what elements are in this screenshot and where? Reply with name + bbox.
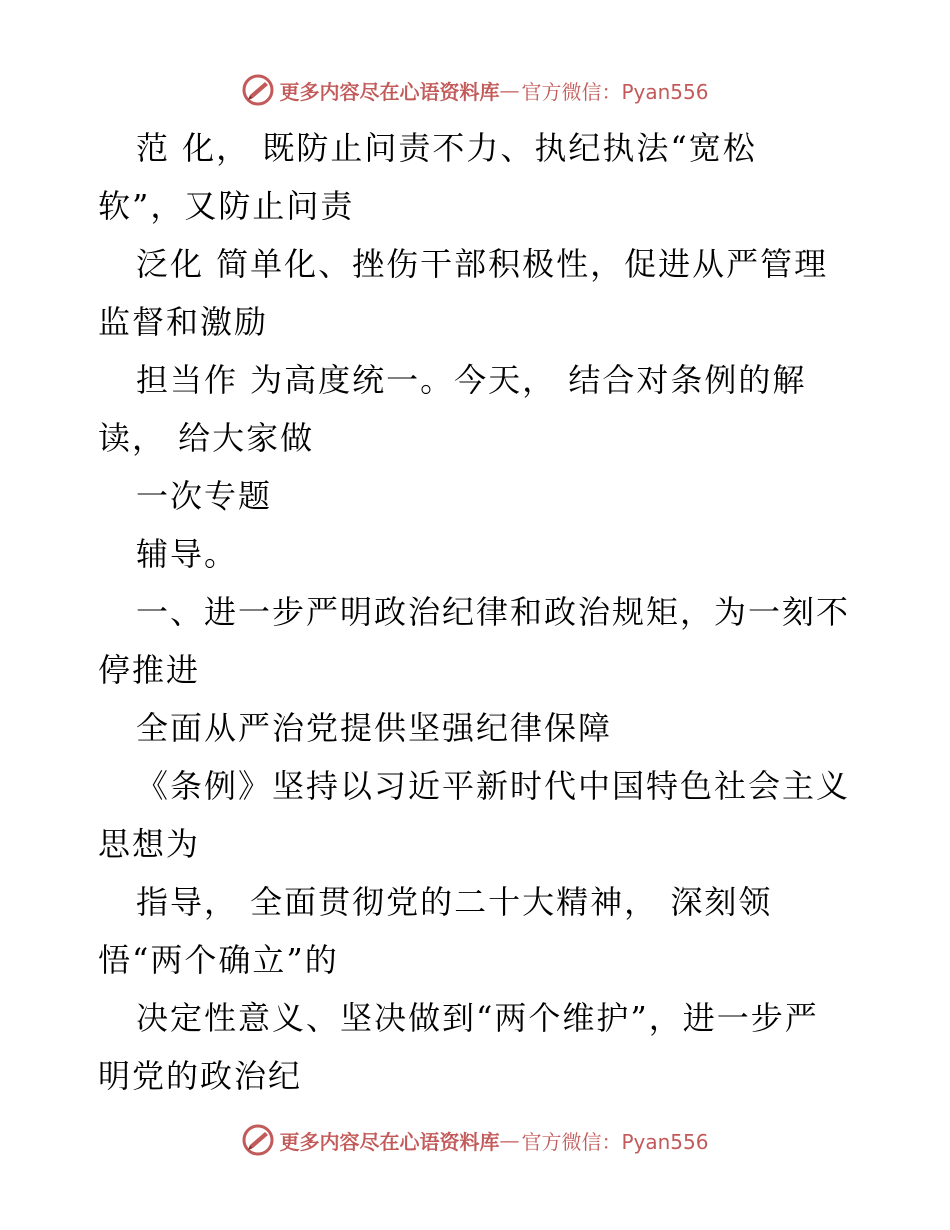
body-line-10: 停推进 [98, 651, 201, 689]
watermark-site-text: 更多内容尽在心语资料库 [279, 79, 500, 104]
watermark-site-text: 更多内容尽在心语资料库 [279, 1129, 500, 1154]
body-line-17: 明党的政治纪 [98, 1057, 303, 1095]
body-line-14: 指导， 全面贯彻党的二十大精神， 深刻领 [136, 883, 773, 921]
body-line-16: 决定性意义、坚决做到“两个维护”，进一步严 [136, 999, 819, 1037]
body-line-8: 辅导。 [136, 535, 239, 573]
body-line-4: 监督和激励 [98, 303, 269, 341]
body-line-13: 思想为 [98, 825, 201, 863]
seal-logo-icon [241, 1123, 275, 1157]
watermark-dash: — [499, 78, 520, 102]
body-line-9: 一、进一步严明政治纪律和政治规矩，为一刻不 [136, 593, 851, 631]
body-line-2: 软”，又防止问责 [98, 187, 355, 225]
seal-logo-icon [241, 73, 275, 107]
body-line-7: 一次专题 [136, 477, 273, 515]
body-line-12: 《条例》坚持以习近平新时代中国特色社会主义 [136, 767, 851, 805]
body-line-5: 担当作 为高度统一。今天， 结合对条例的解 [136, 361, 807, 399]
body-line-15: 悟“两个确立”的 [98, 941, 339, 979]
footer-watermark [0, 1120, 950, 1160]
body-line-3: 泛化 简单化、挫伤干部积极性，促进从严管理 [136, 245, 829, 283]
watermark-wechat-text: 官方微信：Pyan556 [521, 1129, 709, 1154]
watermark-dash: — [499, 1128, 520, 1152]
watermark-wechat-text: 官方微信：Pyan556 [521, 79, 709, 104]
body-line-6: 读， 给大家做 [98, 419, 315, 457]
body-line-11: 全面从严治党提供坚强纪律保障 [136, 709, 613, 747]
body-line-1: 范 化， 既防止问责不力、执纪执法“宽松 [136, 129, 757, 167]
header-watermark [0, 70, 950, 110]
